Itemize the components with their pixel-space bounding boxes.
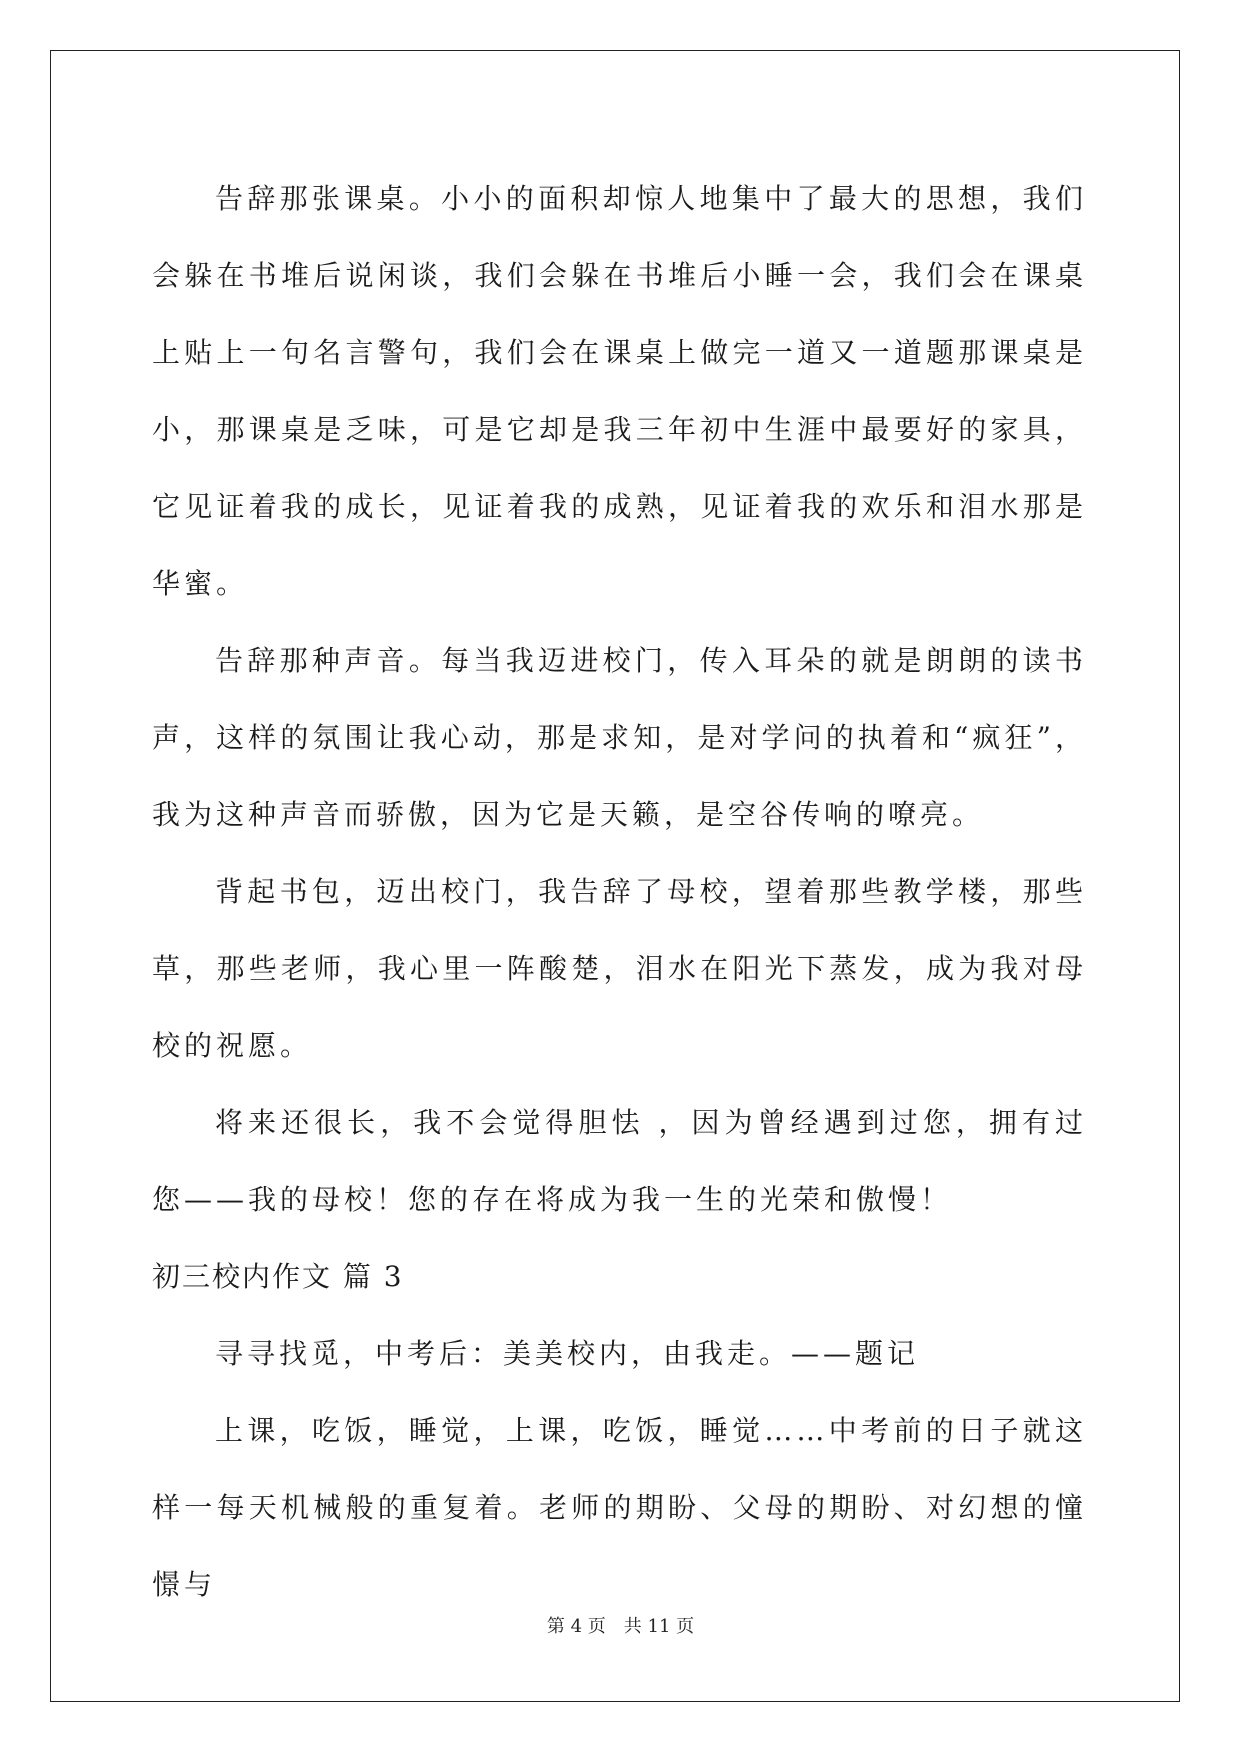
paragraph-sound: 告辞那种声音。每当我迈进校门，传入耳朵的就是朗朗的读书声，这样的氛围让我心动，那是求知，是对学问的执着和“疯狂”，我为这种声音而骄傲，因为它是天籁，是空谷传响的嘹亮。	[152, 644, 1087, 831]
section-title: 初三校内作文 篇 3	[152, 1260, 404, 1293]
document-body	[152, 160, 1087, 1623]
page-footer	[0, 1612, 1241, 1638]
page-number: 第 4 页	[546, 1616, 606, 1637]
page-total: 共 11 页	[623, 1616, 695, 1637]
paragraph-routine: 上课，吃饭，睡觉，上课，吃饭，睡觉……中考前的日子就这样一每天机械般的重复着。老师的期盼、父母的期盼、对幻想的憧憬与	[152, 1414, 1087, 1601]
paragraph-desk: 告辞那张课桌。小小的面积却惊人地集中了最大的思想，我们会躲在书堆后说闲谈，我们会躲在书堆后小睡一会，我们会在课桌上贴上一句名言警句，我们会在课桌上做完一道又一道题那课桌是小，那课桌是乏味，可是它却是我三年初中生涯中最要好的家具，它见证着我的成长，见证着我的成熟，见证着我的欢乐和泪水那是华蜜。	[152, 182, 1087, 600]
paragraph-epigraph: 寻寻找觅，中考后：美美校内，由我走。——题记	[215, 1337, 920, 1370]
paragraph-farewell: 背起书包，迈出校门，我告辞了母校，望着那些教学楼，那些草，那些老师，我心里一阵酸楚，泪水在阳光下蒸发，成为我对母校的祝愿。	[152, 875, 1087, 1062]
paragraph-future: 将来还很长，我不会觉得胆怯 ，因为曾经遇到过您，拥有过您——我的母校！您的存在将成为我一生的光荣和傲慢！	[152, 1106, 1087, 1216]
